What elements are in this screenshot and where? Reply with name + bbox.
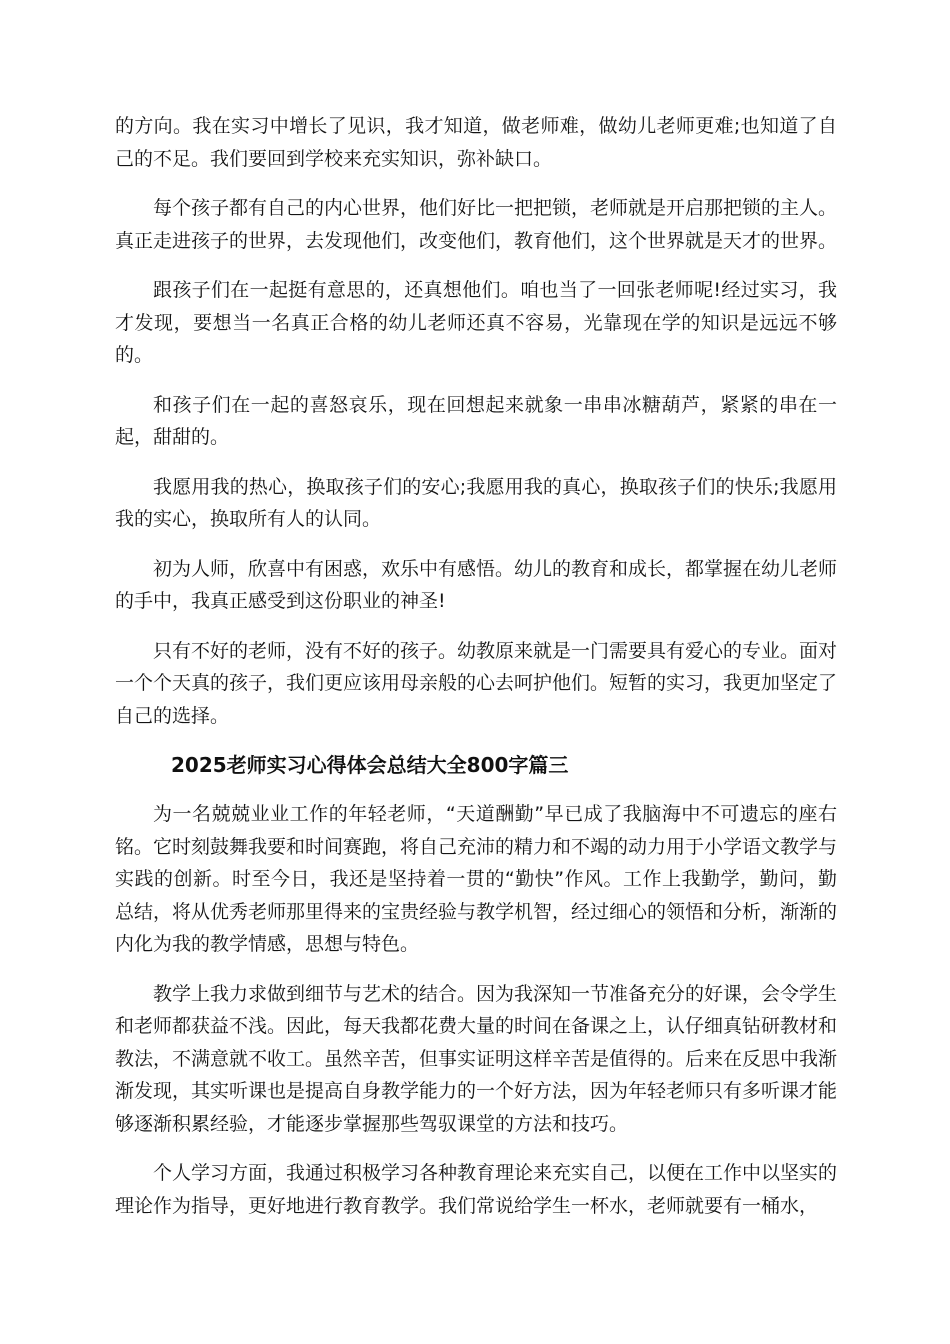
paragraph-personal-study: 个人学习方面，我通过积极学习各种教育理论来充实自己，以便在工作中以坚实的理论作为指导，更好地进行教育教学。我们常说给学生一杯水，老师就要有一桶水， [115, 1162, 838, 1217]
paragraph-with-children: 跟孩子们在一起挺有意思的，还真想他们。咱也当了一回张老师呢!经过实习，我才发现，要想当一名真正合格的幼儿老师还真不容易，光靠现在学的知识是远远不够的。 [115, 279, 837, 366]
paragraph-joys-sorrows: 和孩子们在一起的喜怒哀乐，现在回想起来就象一串串冰糖葫芦，紧紧的串在一起，甜甜的。 [115, 393, 837, 448]
paragraph-teaching-detail: 教学上我力求做到细节与艺术的结合。因为我深知一节准备充分的好课，会令学生和老师都获益不浅。因此，每天我都花费大量的时间在备课之上，认仔细真钻研教材和教法，不满意就不收工。虽然辛苦，但事实证明这样辛苦是值得的。后来在反思中我渐渐发现，其实听课也是提高自身教学能力的一个好方法，因为年轻老师只有多听课才能够逐渐积累经验，才能逐步掌握那些驾驭课堂的方法和技巧。 [115, 982, 838, 1135]
paragraph-inner-world: 每个孩子都有自己的内心世界，他们好比一把把锁，老师就是开启那把锁的主人。真正走进孩子的世界，去发现他们，改变他们，教育他们，这个世界就是天才的世界。 [115, 197, 838, 252]
paragraph-new-teacher: 初为人师，欣喜中有困惑，欢乐中有感悟。幼儿的教育和成长，都掌握在幼儿老师的手中，我真正感受到这份职业的神圣! [115, 557, 838, 612]
section-heading: 2025老师实习心得体会总结大全800字篇三 [171, 753, 569, 777]
document-page [115, 110, 837, 1239]
paragraph-willing: 我愿用我的热心，换取孩子们的安心;我愿用我的真心，换取孩子们的快乐;我愿用我的实心，换取所有人的认同。 [115, 475, 837, 530]
paragraph-continuation: 的方向。我在实习中增长了见识，我才知道，做老师难，做幼儿老师更难;也知道了自己的不足。我们要回到学校来充实知识，弥补缺口。 [115, 115, 837, 170]
paragraph-diligence: 为一名兢兢业业工作的年轻老师，“天道酬勤”早已成了我脑海中不可遗忘的座右铭。它时刻鼓舞我要和时间赛跑，将自己充沛的精力和不竭的动力用于小学语文教学与实践的创新。时至今日，我还是坚持着一贯的“勤快”作风。工作上我勤学，勤问，勤总结，将从优秀老师那里得来的宝贵经验与教学机智，经过细心的领悟和分析，渐渐的内化为我的教学情感，思想与特色。 [115, 803, 838, 955]
paragraph-no-bad-children: 只有不好的老师，没有不好的孩子。幼教原来就是一门需要具有爱心的专业。面对一个个天真的孩子，我们更应该用母亲般的心去呵护他们。短暂的实习，我更加坚定了自己的选择。 [115, 639, 838, 727]
